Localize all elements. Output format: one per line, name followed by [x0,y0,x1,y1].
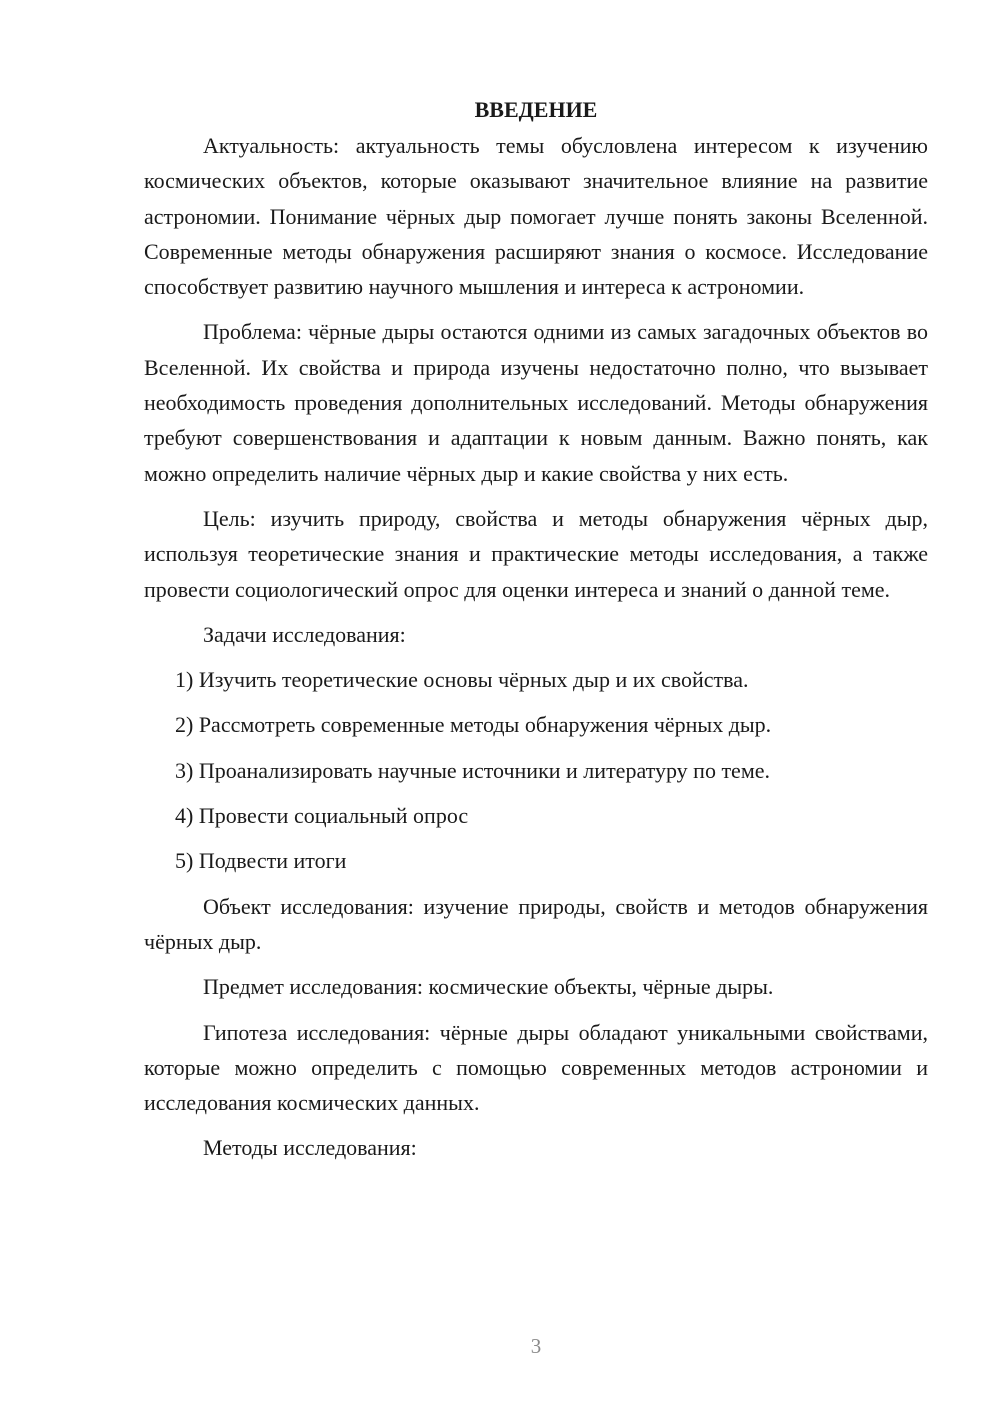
section-heading: ВВЕДЕНИЕ [474,97,598,122]
task-item-4: 4) Провести социальный опрос [175,803,469,829]
task-item-1: 1) Изучить теоретические основы чёрных дыр и их свойства. [175,667,749,693]
problem-paragraph: Проблема: чёрные дыры остаются одними из самых загадочных объектов во Вселенной. Их свойства и природа изучены недостаточно полно, что вызывает необходимость проведения дополнительных исследований. Методы обнаружения требуют совершенствования и адаптации к новым данным. Важно понять, как можно определить наличие чёрных дыр и какие свойства у них есть. [144,319,928,486]
task-item-5: 5) Подвести итоги [175,848,347,874]
task-item-3: 3) Проанализировать научные источники и литературу по теме. [175,757,771,783]
tasks-heading: Задачи исследования: [203,621,406,647]
subject-paragraph: Предмет исследования: космические объекты, чёрные дыры. [203,974,774,1000]
hypothesis-paragraph: Гипотеза исследования: чёрные дыры обладают уникальными свойствами, которые можно определить с помощью современных методов астрономии и исследования космических данных. [144,1019,928,1116]
tasks-list [144,662,928,878]
methods-heading: Методы исследования: [203,1135,417,1161]
goal-paragraph: Цель: изучить природу, свойства и методы обнаружения чёрных дыр, используя теоретические знания и практические методы исследования, а также провести социологический опрос для оценки интереса и знаний о данной теме. [144,505,928,602]
page-content [144,94,928,1176]
task-item-2: 2) Рассмотреть современные методы обнаружения чёрных дыр. [175,712,772,738]
relevance-paragraph: Актуальность: актуальность темы обусловлена интересом к изучению космических объектов, которые оказывают значительное влияние на развитие астрономии. Понимание чёрных дыр помогает лучше понять законы Вселенной. Современные методы обнаружения расширяют знания о космосе. Исследование способствует развитию научного мышления и интереса к астрономии. [144,133,928,300]
page-number: 3 [530,1334,542,1358]
object-paragraph: Объект исследования: изучение природы, свойств и методов обнаружения чёрных дыр. [144,893,928,954]
